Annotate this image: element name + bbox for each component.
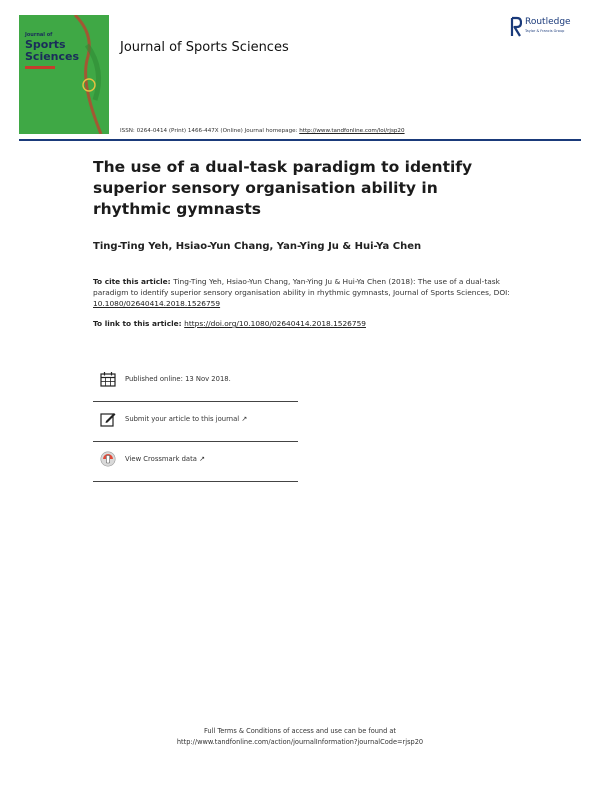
published-online-text: Published online: 13 Nov 2018. [125,375,231,383]
citation-text: Ting-Ting Yeh, Hsiao-Yun Chang, Yan-Ying Ju & Hui-Ya Chen (2018): The use of a dual-task paradigm to identify superior sensory organisation ability in rhythmic gymnasts, Journal of Sports Sciences, DOI: [93,277,510,297]
article-authors: Ting-Ting Yeh, Hsiao-Yun Chang, Yan-Ying Ju & Hui-Ya Chen [93,241,422,252]
citation-doi-link[interactable]: 10.1080/02640414.2018.1526759 [93,299,221,308]
article-link-line [93,319,366,328]
action-divider [93,481,298,482]
cover-journal-word: Journal of [25,32,53,38]
publisher-subtitle: Taylor & Francis Group [525,29,565,33]
edit-icon [100,411,116,427]
footer-terms-text: Full Terms & Conditions of access and use can be found at [203,727,397,735]
submit-article-link[interactable] [93,403,298,443]
action-divider [93,401,298,402]
external-link-icon: ↗ [199,455,205,463]
journal-title: Journal of Sports Sciences [120,40,289,55]
cover-sciences-word: Sciences [25,50,80,63]
cover-sports-word: Sports [25,38,66,51]
article-title: The use of a dual-task paradigm to identify superior sensory organisation ability in rhythmic gymnasts [93,158,473,218]
publisher-name: Routledge [525,17,571,27]
issn-text: ISSN: 0264-0414 (Print) 1466-447X (Online) Journal homepage: [120,128,300,134]
footer-terms-url[interactable]: http://www.tandfonline.com/action/journalInformation?journalCode=rjsp20 [176,738,424,746]
cover-accent-band [25,66,55,69]
routledge-r-icon [510,16,522,38]
journal-homepage-link[interactable]: http://www.tandfonline.com/loi/rjsp20 [299,128,405,134]
crossmark-text: View Crossmark data [125,455,197,463]
article-doi-link[interactable]: https://doi.org/10.1080/02640414.2018.1526759 [184,319,366,328]
external-link-icon: ↗ [241,415,248,423]
cover-athlete-graphic [65,15,109,134]
published-online-row [93,363,298,403]
footer [0,726,600,748]
header-divider [19,139,581,141]
publisher-logo [510,14,590,44]
journal-cover-image [19,15,109,134]
citation-label: To cite this article: [93,277,174,286]
calendar-icon [100,371,116,387]
crossmark-icon [100,451,116,467]
submit-article-text: Submit your article to this journal [125,415,240,423]
action-divider [93,441,298,442]
article-link-label: To link to this article: [93,319,185,328]
citation-block [93,276,513,309]
crossmark-link[interactable] [93,443,298,483]
issn-line [120,128,405,134]
